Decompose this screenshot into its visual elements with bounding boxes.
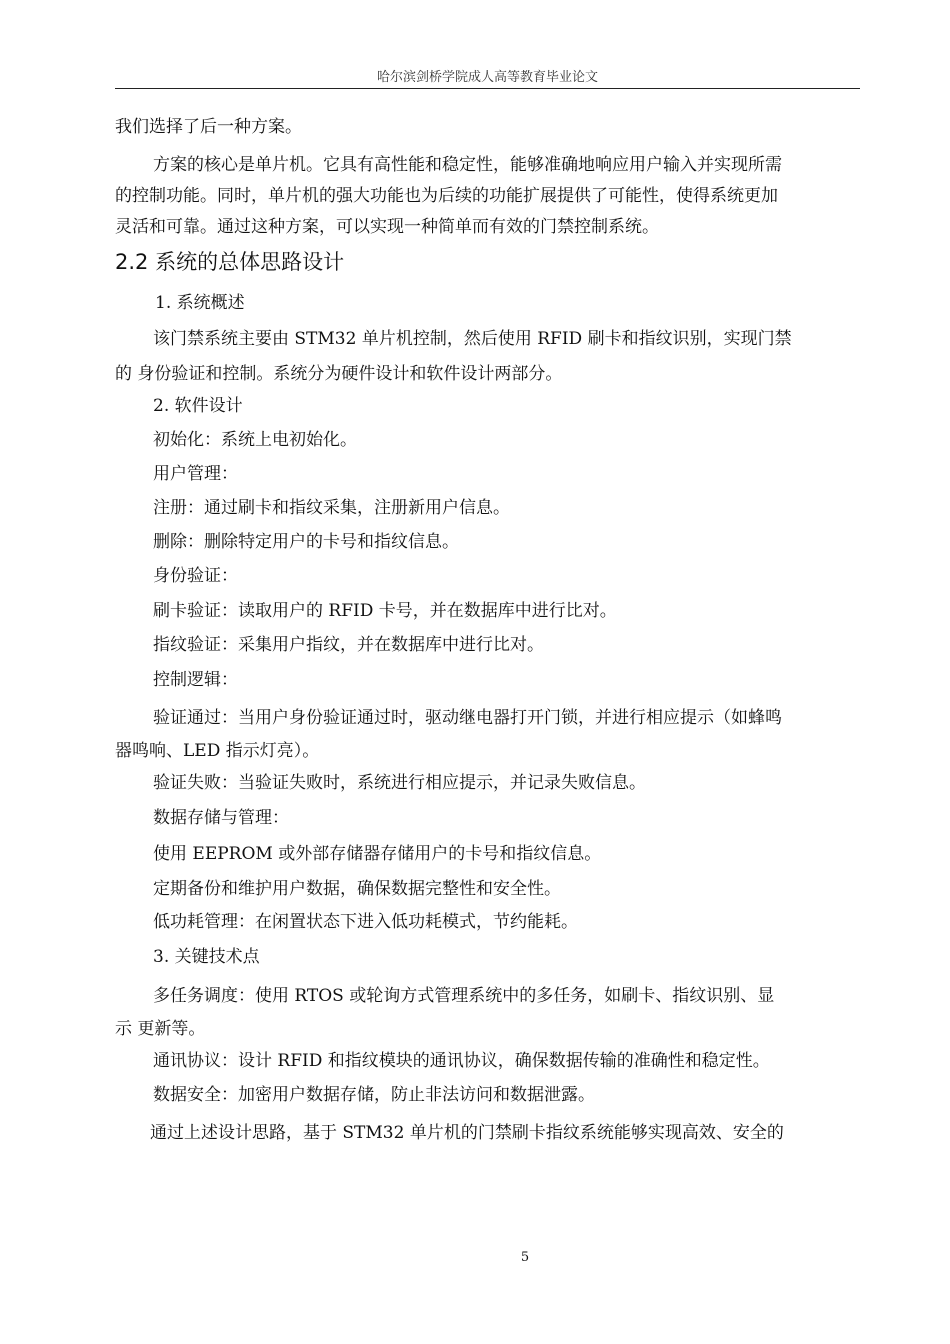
paragraph-line: 注册：通过刷卡和指纹采集，注册新用户信息。 (153, 498, 510, 518)
list-item-title: 3. 关键技术点 (153, 947, 260, 967)
paragraph-line: 指纹验证：采集用户指纹，并在数据库中进行比对。 (153, 635, 544, 655)
paragraph-line: 定期备份和维护用户数据，确保数据完整性和安全性。 (153, 879, 561, 899)
list-item-title: 1. 系统概述 (155, 293, 245, 313)
paragraph-line: 数据存储与管理： (153, 808, 289, 828)
page-number: 5 (520, 1250, 530, 1265)
paragraph-line: 数据安全：加密用户数据存储，防止非法访问和数据泄露。 (153, 1085, 595, 1105)
paragraph-line: 的控制功能。同时，单片机的强大功能也为后续的功能扩展提供了可能性，使得系统更加 (115, 186, 778, 206)
list-item-title: 2. 软件设计 (153, 396, 243, 416)
paragraph-line: 多任务调度：使用 RTOS 或轮询方式管理系统中的多任务，如刷卡、指纹识别、显 (153, 986, 775, 1006)
paragraph-line: 低功耗管理：在闲置状态下进入低功耗模式，节约能耗。 (153, 912, 578, 932)
paragraph-line: 身份验证： (153, 566, 238, 586)
paragraph-line: 示 更新等。 (115, 1019, 206, 1039)
paragraph-line: 的 身份验证和控制。系统分为硬件设计和软件设计两部分。 (115, 364, 563, 384)
paragraph-line: 通讯协议：设计 RFID 和指纹模块的通讯协议，确保数据传输的准确性和稳定性。 (153, 1051, 770, 1071)
paragraph-line: 我们选择了后一种方案。 (115, 117, 302, 137)
paragraph-line: 用户管理： (153, 464, 238, 484)
paragraph-line: 验证通过：当用户身份验证通过时，驱动继电器打开门锁，并进行相应提示（如蜂鸣 (153, 708, 782, 728)
paragraph-line: 方案的核心是单片机。它具有高性能和稳定性，能够准确地响应用户输入并实现所需 (153, 155, 782, 175)
paragraph-line: 使用 EEPROM 或外部存储器存储用户的卡号和指纹信息。 (153, 844, 602, 864)
paragraph-line: 该门禁系统主要由 STM32 单片机控制，然后使用 RFID 刷卡和指纹识别，实现门禁 (153, 329, 792, 349)
paragraph-line: 刷卡验证：读取用户的 RFID 卡号，并在数据库中进行比对。 (153, 601, 617, 621)
page-header-title: 哈尔滨剑桥学院成人高等教育毕业论文 (376, 70, 598, 85)
header-divider (115, 88, 860, 89)
section-heading: 2.2 系统的总体思路设计 (115, 250, 345, 274)
paragraph-line: 控制逻辑： (153, 670, 238, 690)
paragraph-line: 灵活和可靠。通过这种方案，可以实现一种简单而有效的门禁控制系统。 (115, 217, 659, 237)
paragraph-line: 通过上述设计思路，基于 STM32 单片机的门禁刷卡指纹系统能够实现高效、安全的 (150, 1123, 784, 1143)
paragraph-line: 器鸣响、LED 指示灯亮）。 (115, 741, 320, 761)
paragraph-line: 验证失败：当验证失败时，系统进行相应提示，并记录失败信息。 (153, 773, 646, 793)
paragraph-line: 初始化：系统上电初始化。 (153, 430, 357, 450)
paragraph-line: 删除：删除特定用户的卡号和指纹信息。 (153, 532, 459, 552)
